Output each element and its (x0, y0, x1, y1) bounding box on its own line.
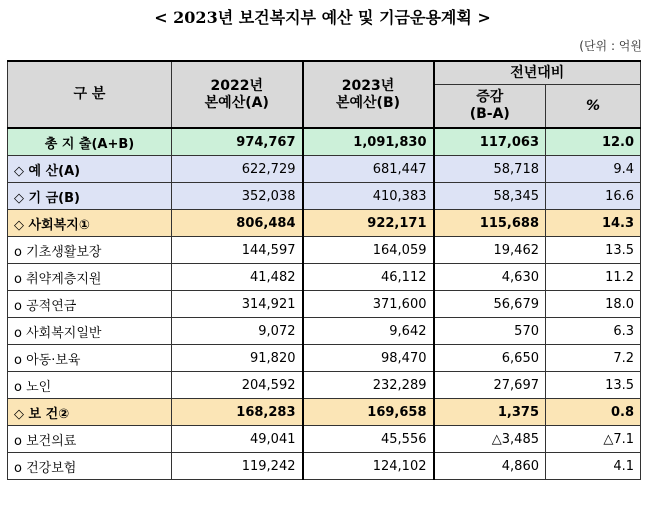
cell-2023: 98,470 (303, 345, 434, 372)
header-diff: 증감 (B-A) (434, 85, 546, 129)
cell-2023: 169,658 (303, 399, 434, 426)
row-label: o 보건의료 (8, 426, 172, 453)
cell-diff: 1,375 (434, 399, 546, 426)
cell-2022: 144,597 (172, 237, 303, 264)
header-pct: % (546, 85, 641, 129)
cell-diff: 570 (434, 318, 546, 345)
row-label: ◇ 보 건② (8, 399, 172, 426)
cell-pct: 18.0 (546, 291, 641, 318)
cell-2022: 91,820 (172, 345, 303, 372)
cell-diff: 19,462 (434, 237, 546, 264)
cell-pct: 7.2 (546, 345, 641, 372)
cell-diff: 4,630 (434, 264, 546, 291)
row-label: ◇ 기 금(B) (8, 183, 172, 210)
cell-pct: 16.6 (546, 183, 641, 210)
row-label: o 아동·보육 (8, 345, 172, 372)
row-label: ◇ 사회복지① (8, 210, 172, 237)
cell-2023: 922,171 (303, 210, 434, 237)
cell-2022: 49,041 (172, 426, 303, 453)
cell-2022: 204,592 (172, 372, 303, 399)
table-row (8, 426, 641, 453)
cell-diff: 27,697 (434, 372, 546, 399)
cell-2023: 45,556 (303, 426, 434, 453)
row-label: o 사회복지일반 (8, 318, 172, 345)
table-row (8, 128, 641, 156)
cell-2022: 119,242 (172, 453, 303, 480)
page-title: < 2023년 보건복지부 예산 및 기금운용계획 > (154, 8, 491, 27)
unit-label: (단위 : 억원 (579, 39, 642, 53)
table-row (8, 345, 641, 372)
cell-diff: 58,718 (434, 156, 546, 183)
cell-2022: 41,482 (172, 264, 303, 291)
header-2022: 2022년 본예산(A) (172, 61, 303, 128)
cell-2022: 9,072 (172, 318, 303, 345)
cell-pct: 6.3 (546, 318, 641, 345)
table-row (8, 399, 641, 426)
cell-diff: 58,345 (434, 183, 546, 210)
header-category: 구 분 (8, 61, 172, 128)
cell-pct: 14.3 (546, 210, 641, 237)
table-row (8, 291, 641, 318)
cell-diff: △3,485 (434, 426, 546, 453)
cell-2023: 9,642 (303, 318, 434, 345)
table-row (8, 264, 641, 291)
row-label: o 공적연금 (8, 291, 172, 318)
row-label: o 건강보험 (8, 453, 172, 480)
table-row (8, 210, 641, 237)
cell-diff: 115,688 (434, 210, 546, 237)
cell-diff: 56,679 (434, 291, 546, 318)
cell-2022: 974,767 (172, 128, 303, 156)
row-label: 총 지 출(A+B) (8, 128, 172, 156)
cell-pct: 13.5 (546, 372, 641, 399)
cell-2022: 622,729 (172, 156, 303, 183)
cell-2022: 352,038 (172, 183, 303, 210)
table-row (8, 156, 641, 183)
cell-2023: 164,059 (303, 237, 434, 264)
row-label: o 노인 (8, 372, 172, 399)
cell-pct: 9.4 (546, 156, 641, 183)
cell-2023: 232,289 (303, 372, 434, 399)
budget-table (7, 60, 641, 480)
cell-pct: 4.1 (546, 453, 641, 480)
row-label: ◇ 예 산(A) (8, 156, 172, 183)
cell-pct: 13.5 (546, 237, 641, 264)
cell-2022: 314,921 (172, 291, 303, 318)
cell-2023: 46,112 (303, 264, 434, 291)
table-row (8, 237, 641, 264)
cell-2023: 371,600 (303, 291, 434, 318)
cell-pct: 11.2 (546, 264, 641, 291)
cell-2023: 1,091,830 (303, 128, 434, 156)
header-2023: 2023년 본예산(B) (303, 61, 434, 128)
cell-pct: △7.1 (546, 426, 641, 453)
cell-diff: 117,063 (434, 128, 546, 156)
cell-2023: 410,383 (303, 183, 434, 210)
cell-2022: 168,283 (172, 399, 303, 426)
table-row (8, 372, 641, 399)
row-label: o 기초생활보장 (8, 237, 172, 264)
cell-pct: 12.0 (546, 128, 641, 156)
cell-2023: 124,102 (303, 453, 434, 480)
row-label: o 취약계층지원 (8, 264, 172, 291)
cell-diff: 6,650 (434, 345, 546, 372)
cell-diff: 4,860 (434, 453, 546, 480)
cell-pct: 0.8 (546, 399, 641, 426)
cell-2023: 681,447 (303, 156, 434, 183)
cell-2022: 806,484 (172, 210, 303, 237)
table-row (8, 453, 641, 480)
header-compare: 전년대비 (434, 61, 641, 85)
table-row (8, 318, 641, 345)
table-row (8, 183, 641, 210)
